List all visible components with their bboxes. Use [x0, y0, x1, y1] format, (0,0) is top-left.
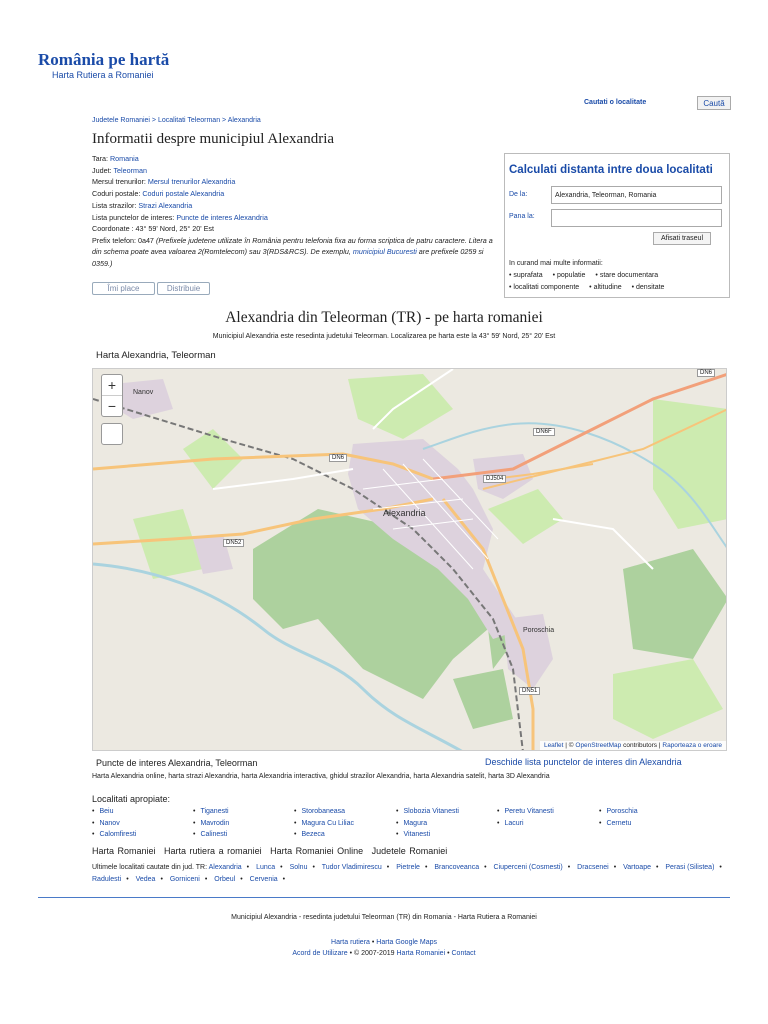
breadcrumb: Judetele Romaniei > Localitati Teleorman > Alexandria — [92, 117, 261, 124]
nearby-item[interactable]: • Cernetu — [599, 818, 699, 830]
latest-item[interactable]: Solnu — [289, 864, 308, 871]
road-label-dn52: DN52 — [223, 539, 244, 547]
link-harta-romaniei[interactable]: Harta Romaniei — [92, 846, 156, 856]
zoom-control — [101, 374, 123, 417]
footer-divider — [38, 897, 730, 898]
map-tiles[interactable] — [93, 369, 727, 751]
nearby-column — [497, 806, 597, 829]
distance-box — [504, 153, 730, 298]
nearby-item[interactable]: • Tiganesti — [193, 806, 293, 818]
info-prefix: Prefix telefon: 0a47 (Prefixele judetene utilizate în România pentru telefonia fixa au forma scriptica de patru caractere. Litera a din schema poate avea valoarea 2(Romtelecom) sau 3(RDS&RCS). De exemplu, municipiul Bucuresti are prefixele 0259 si 0359.) — [92, 235, 493, 268]
breadcrumb-teleorman[interactable]: Localitati Teleorman — [157, 117, 221, 124]
road-label-dn6f: DN6F — [533, 428, 555, 436]
nearby-item[interactable]: • Mavrodin — [193, 818, 293, 830]
footer-link-google-maps[interactable]: Harta Google Maps — [376, 939, 437, 946]
info-row-coduri: Coduri postale: Coduri postale Alexandria — [92, 189, 225, 199]
zoom-in-button[interactable]: + — [107, 377, 117, 393]
map-attribution: Leaflet | © OpenStreetMap contributors | Raporteaza o eroare — [540, 741, 726, 750]
latest-item[interactable]: Ciuperceni (Cosmesti) — [493, 864, 563, 871]
footer-links-2: Acord de Utilizare • © 2007-2019 Harta Romaniei • Contact — [292, 950, 476, 957]
breadcrumb-judete[interactable]: Judetele Romaniei — [92, 117, 150, 124]
show-route-button[interactable]: Afisati traseul — [653, 232, 711, 245]
nearby-item[interactable]: • Calomfiresti — [92, 829, 192, 841]
link-bucuresti[interactable]: municipiul Bucuresti — [352, 247, 417, 257]
site-subtitle[interactable]: Harta Rutiera a Romaniei — [52, 70, 154, 80]
latest-item[interactable]: Vedea — [135, 876, 156, 883]
info-row-trenuri: Mersul trenurilor: Mersul trenurilor Alexandria — [92, 177, 236, 187]
distance-info: In curand mai multe informatii: • suprafata • populatie • stare documentara • localitati componente • altitudine • densitate — [509, 258, 727, 294]
nearby-item[interactable]: • Storobaneasa — [294, 806, 394, 818]
layers-button[interactable] — [101, 423, 123, 445]
info-row-strazi: Lista strazilor: Strazi Alexandria — [92, 200, 193, 210]
link-harta-online[interactable]: Harta Romaniei Online — [270, 846, 364, 856]
link-teleorman[interactable]: Teleorman — [113, 165, 148, 175]
road-label-dn6-east: DN6 — [697, 369, 715, 377]
nearby-item[interactable]: • Magura — [396, 818, 496, 830]
nearby-item[interactable]: • Magura Cu Liliac — [294, 818, 394, 830]
place-label-alexandria: Alexandria — [383, 508, 426, 518]
page-title: Informatii despre municipiul Alexandria — [92, 131, 335, 147]
info-row-judet: Judet: Teleorman — [92, 165, 148, 175]
latest-item[interactable]: Vartoape — [623, 864, 651, 871]
zoom-out-button[interactable]: − — [102, 395, 122, 416]
link-romania[interactable]: Romania — [109, 154, 139, 163]
to-label: Pana la: — [509, 213, 535, 220]
breadcrumb-alexandria[interactable]: Alexandria — [227, 117, 261, 124]
nearby-column — [92, 806, 192, 841]
footer-link-acord[interactable]: Acord de Utilizare — [292, 950, 348, 957]
bottom-links — [92, 846, 452, 856]
latest-item[interactable]: Pietrele — [396, 864, 420, 871]
nearby-column — [294, 806, 394, 841]
nearby-item[interactable]: • Calinesti — [193, 829, 293, 841]
distance-title: Calculati distanta intre doua localitati — [509, 164, 713, 176]
map-view[interactable] — [92, 368, 727, 751]
latest-item[interactable]: Gorniceni — [169, 876, 200, 883]
search-label: Cautati o localitate — [584, 99, 647, 106]
to-input[interactable] — [551, 209, 722, 227]
info-item: • stare documentara — [595, 272, 659, 279]
info-row-puncte: Lista punctelor de interes: Puncte de interes Alexandria — [92, 212, 268, 222]
like-button[interactable]: Îmi place — [92, 282, 155, 295]
info-coordinates: Coordonate : 43° 59' Nord, 25° 20' Est — [92, 224, 214, 234]
nearby-item[interactable]: • Lacuri — [497, 818, 597, 830]
road-label-dn51: DN51 — [519, 687, 540, 695]
latest-item[interactable]: Tudor Vladimirescu — [321, 864, 382, 871]
map-heading: Alexandria din Teleorman (TR) - pe harta romaniei — [225, 309, 543, 326]
search-button[interactable]: Caută — [697, 96, 731, 110]
from-input[interactable]: Alexandria, Teleorman, Romania — [551, 186, 722, 204]
footer-text: Municipiul Alexandria - resedinta judetului Teleorman (TR) din Romania - Harta Rutiera a Romaniei — [231, 914, 537, 921]
nearby-item[interactable]: • Nanov — [92, 818, 192, 830]
info-item: • suprafata — [509, 272, 543, 279]
nearby-title: Localitati apropiate: — [92, 794, 171, 804]
nearby-column — [599, 806, 699, 829]
latest-item[interactable]: Dracsenei — [577, 864, 609, 871]
nearby-item[interactable]: • Beiu — [92, 806, 192, 818]
latest-searches: Ultimele localitati cautate din jud. TR: Alexandria • Lunca • Solnu • Tudor Vladimirescu • Pietrele • Brancoveanca • Ciuperceni (Cosmesti) • Dracsenei • Vartoape • Perasi (Silistea) • Radulesti • Vedea • Gorniceni • Orbeul • Cervenia • — [92, 864, 722, 883]
link-judetele[interactable]: Judetele Romaniei — [371, 846, 448, 856]
from-label: De la: — [509, 191, 528, 198]
report-error-link[interactable]: Raporteaza o eroare — [662, 742, 722, 749]
info-item: • localitati componente — [509, 284, 580, 291]
latest-item[interactable]: Cervenia — [249, 876, 278, 883]
latest-item[interactable]: Perasi (Silistea) — [665, 864, 715, 871]
leaflet-link[interactable]: Leaflet — [543, 742, 564, 749]
place-label-nanov: Nanov — [133, 389, 154, 396]
nearby-item[interactable]: • Slobozia Vitanesti — [396, 806, 496, 818]
road-label-dj504: DJ504 — [483, 475, 506, 483]
map-description: Municipiul Alexandria este resedinta judetului Teleorman. Localizarea pe harta este la 43° 59' Nord, 25° 20' Est — [212, 333, 556, 340]
link-puncte-interes[interactable]: Puncte de interes Alexandria — [176, 212, 268, 222]
nearby-item[interactable]: • Bezeca — [294, 829, 394, 841]
link-coduri-postale[interactable]: Coduri postale Alexandria — [142, 189, 225, 199]
share-button[interactable]: Distribuie — [157, 282, 210, 295]
latest-item[interactable]: Orbeul — [214, 876, 236, 883]
latest-item[interactable]: Alexandria — [208, 864, 242, 871]
info-row-tara: Tara: Romania — [92, 154, 139, 163]
latest-item[interactable]: Lunca — [256, 864, 276, 871]
latest-item[interactable]: Brancoveanca — [434, 864, 480, 871]
map-label: Harta Alexandria, Teleorman — [96, 350, 216, 361]
footer-link-harta-romaniei[interactable]: Harta Romaniei — [396, 950, 446, 957]
info-item: • populatie — [552, 272, 586, 279]
nearby-item[interactable]: • Poroschia — [599, 806, 699, 818]
osm-link[interactable]: OpenStreetMap — [575, 742, 622, 749]
nearby-column — [396, 806, 496, 841]
link-strazi[interactable]: Strazi Alexandria — [138, 200, 193, 210]
road-label-dn6: DN6 — [329, 454, 347, 462]
info-item: • altitudine — [589, 284, 622, 291]
footer-link-harta-rutiera[interactable]: Harta rutiera — [331, 939, 370, 946]
description-line: Harta Alexandria online, harta strazi Alexandria, harta Alexandria interactiva, ghidul strazilor Alexandria, harta Alexandria satelit, harta 3D Alexandria — [92, 773, 550, 780]
info-list — [92, 153, 502, 269]
info-item: • densitate — [631, 284, 665, 291]
nearby-column — [193, 806, 293, 841]
place-label-poroschia: Poroschia — [523, 627, 555, 634]
footer-copyright: © 2007-2019 — [353, 950, 395, 957]
footer-link-contact[interactable]: Contact — [451, 950, 476, 957]
poi-list-link[interactable]: Deschide lista punctelor de interes din Alexandria — [485, 757, 682, 767]
footer-links-1: Harta rutiera • Harta Google Maps — [331, 939, 437, 946]
poi-label: Puncte de interes Alexandria, Teleorman — [96, 758, 258, 768]
site-title[interactable]: România pe hartă — [38, 50, 170, 69]
link-harta-rutiera[interactable]: Harta rutiera a romaniei — [164, 846, 262, 856]
link-mersul-trenurilor[interactable]: Mersul trenurilor Alexandria — [147, 177, 236, 187]
nearby-item[interactable]: • Vitanesti — [396, 829, 496, 841]
nearby-item[interactable]: • Peretu Vitanesti — [497, 806, 597, 818]
latest-item[interactable]: Radulesti — [92, 876, 122, 883]
